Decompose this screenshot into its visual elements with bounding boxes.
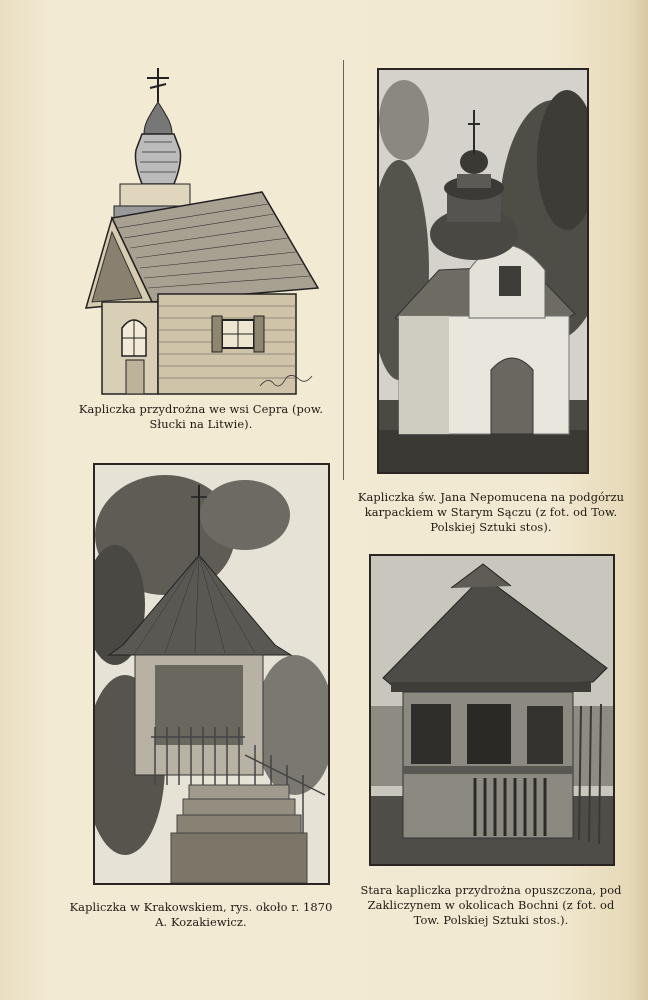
chapel-drawing-krakowskie: [95, 465, 328, 883]
caption-line: Kapliczka św. Jana Nepomucena na podgórzu: [357, 490, 625, 504]
caption-bochnia: [346, 883, 636, 928]
photo-stary-sacz: [377, 68, 589, 474]
caption-line: Stara kapliczka przydrożna opuszczona, pod: [360, 883, 622, 897]
caption-stary-sacz: [346, 490, 636, 535]
caption-line: Polskiej Sztuki stos).: [430, 520, 552, 534]
caption-line: Tow. Polskiej Sztuki stos.).: [413, 913, 569, 927]
caption-line: Kapliczka przydrożna we wsi Cepra (pow.: [78, 402, 324, 416]
caption-line: karpackiem w Starym Sączu (z fot. od Tow.: [364, 505, 618, 519]
caption-line: A. Kozakiewicz.: [155, 915, 247, 929]
caption-line: Słucki na Litwie).: [149, 417, 253, 431]
chapel-photo-bochnia: [371, 556, 613, 864]
caption-cepra: [56, 402, 346, 432]
caption-line: Kapliczka w Krakowskiem, rys. około r. 1870: [69, 900, 333, 914]
caption-krakowskie: [56, 900, 346, 930]
photo-bochnia: [369, 554, 615, 866]
chapel-photo-stary-sacz: [379, 70, 587, 472]
figure-cepra-drawing: [82, 66, 328, 398]
caption-line: Zakliczynem w okolicach Bochni (z fot. od: [367, 898, 615, 912]
drawing-krakowskie: [93, 463, 330, 885]
chapel-drawing-cepra: [82, 66, 328, 398]
